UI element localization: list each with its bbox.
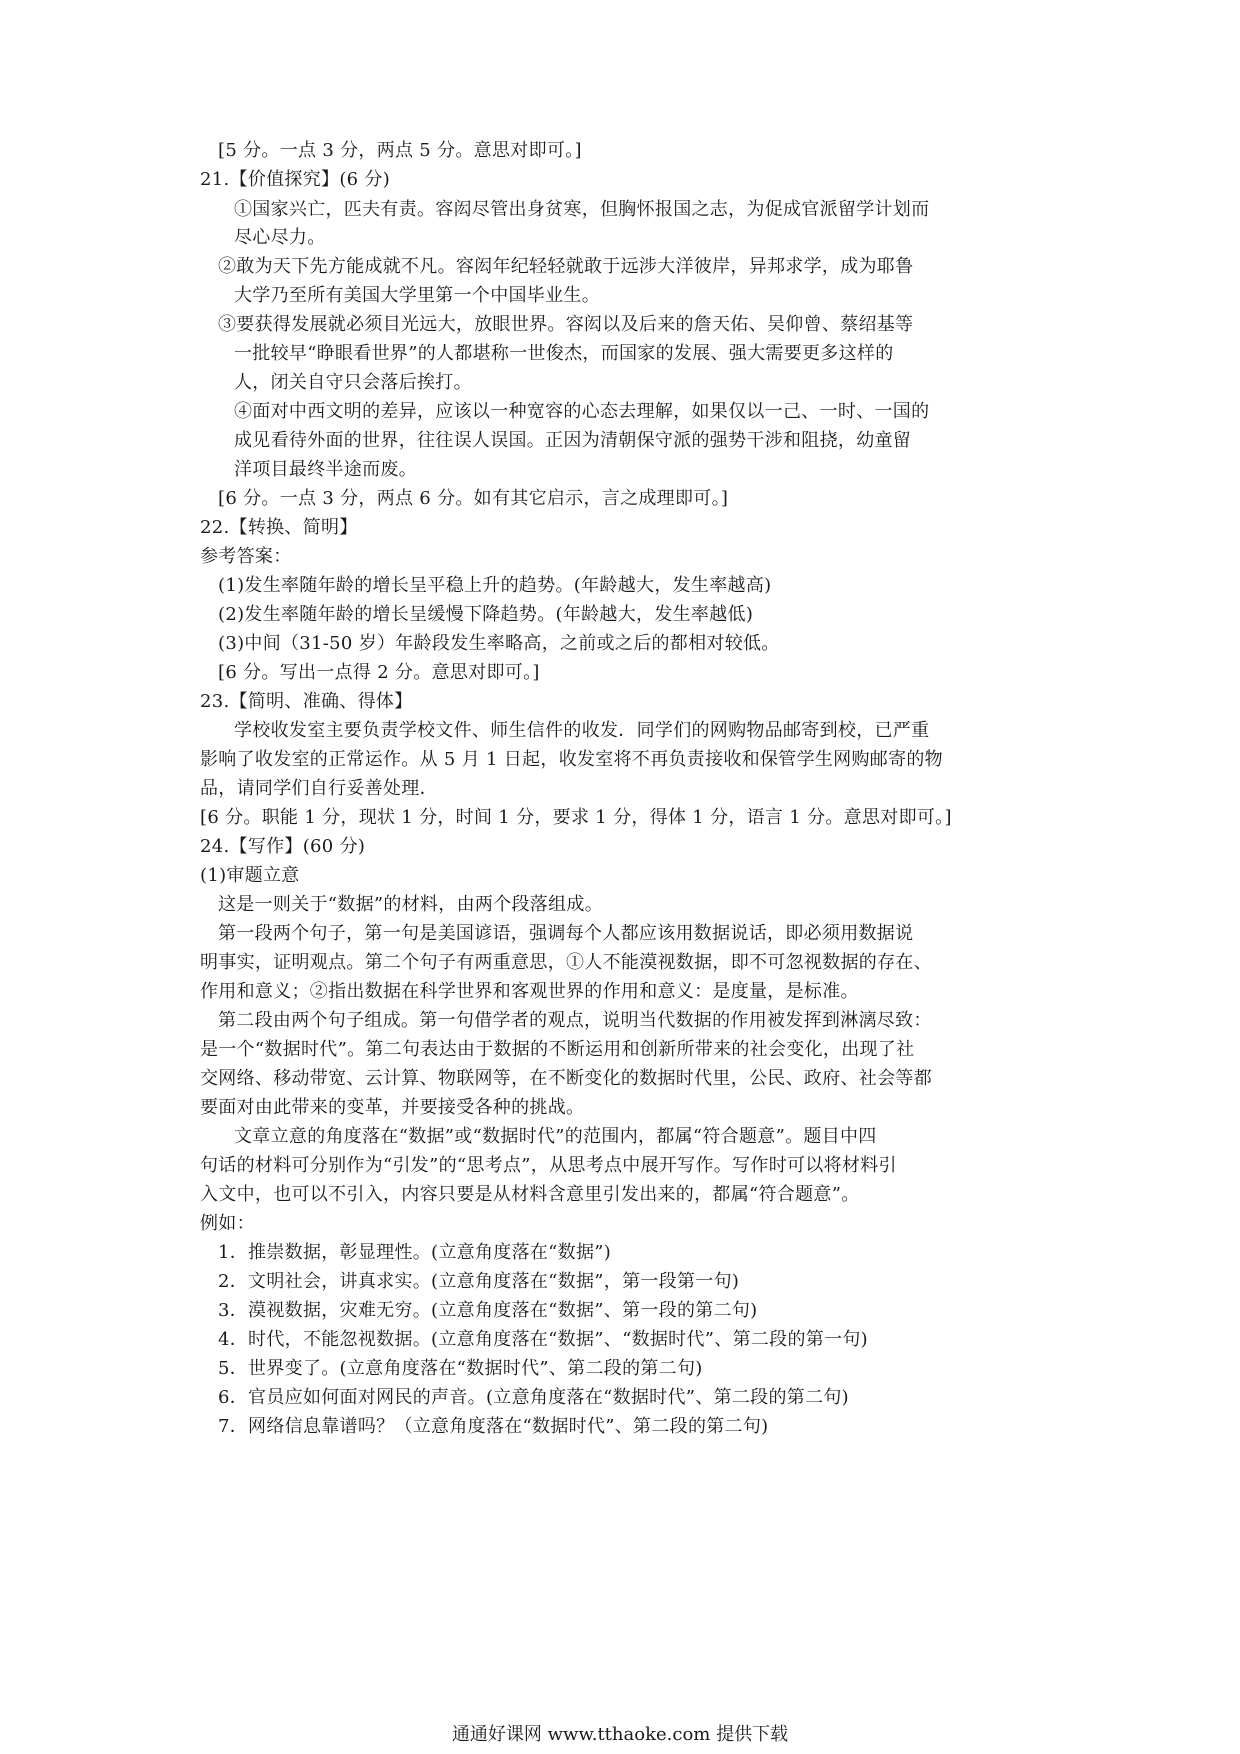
q21-point-1: ①国家兴亡，匹夫有责。容闳尽管出身贫寒，但胸怀报国之志，为促成官派留学计划而	[234, 199, 930, 220]
q24-example-item: 6．官员应如何面对网民的声音。(立意角度落在“数据时代”、第二段的第二句)	[218, 1387, 849, 1408]
q24-example-item: 4．时代，不能忽视数据。(立意角度落在“数据”、“数据时代”、第二段的第一句)	[218, 1329, 869, 1350]
q22-score-note: [6 分。写出一点得 2 分。意思对即可。]	[218, 662, 540, 683]
q21-point-4-cont-1: 成见看待外面的世界，往往误人误国。正因为清朝保守派的强势干涉和阻挠，幼童留	[234, 430, 912, 451]
q21-point-3-cont-2: 人，闭关自守只会落后挨打。	[234, 372, 472, 393]
q23-heading: 23.【简明、准确、得体】	[200, 691, 413, 712]
q24-example-item: 1．推崇数据，彰显理性。(立意角度落在“数据”)	[218, 1242, 612, 1263]
q24-heading: 24.【写作】(60 分)	[200, 836, 366, 857]
q20-score-note: [5 分。一点 3 分，两点 5 分。意思对即可。]	[218, 140, 582, 161]
q21-point-1-cont: 尽心尽力。	[234, 227, 326, 248]
q23-answer-line-3: 品，请同学们自行妥善处理．	[200, 778, 438, 799]
q24-para2-line-2: 是一个“数据时代”。第二句表达由于数据的不断运用和创新所带来的社会变化，出现了社	[200, 1039, 915, 1060]
q21-point-2: ②敢为天下先方能成就不凡。容闳年纪轻轻就敢于远涉大洋彼岸，异邦求学，成为耶鲁	[218, 256, 914, 277]
q24-para2-line-3: 交网络、移动带宽、云计算、物联网等，在不断变化的数据时代里，公民、政府、社会等都	[200, 1068, 932, 1089]
q22-answer-2: (2)发生率随年龄的增长呈缓慢下降趋势。(年龄越大，发生率越低)	[218, 604, 754, 625]
q23-score-note: [6 分。职能 1 分，现状 1 分，时间 1 分，要求 1 分，得体 1 分，语言 1 分。意思对即可。]	[200, 807, 952, 828]
q21-point-2-cont: 大学乃至所有美国大学里第一个中国毕业生。	[234, 285, 600, 306]
q21-score-note: [6 分。一点 3 分，两点 6 分。如有其它启示，言之成理即可。]	[218, 488, 729, 509]
q22-reference-label: 参考答案：	[200, 546, 292, 567]
q24-intro: 这是一则关于“数据”的材料，由两个段落组成。	[218, 894, 604, 915]
q21-point-4: ④面对中西文明的差异，应该以一种宽容的心态去理解，如果仅以一己、一时、一国的	[234, 401, 930, 422]
q24-para3-line-3: 入文中，也可以不引入，内容只要是从材料含意里引发出来的，都属“符合题意”。	[200, 1184, 860, 1205]
q24-para1-line-1: 第一段两个句子，第一句是美国谚语，强调每个人都应该用数据说话，即必须用数据说	[218, 923, 914, 944]
q24-para2-line-4: 要面对由此带来的变革，并要接受各种的挑战。	[200, 1097, 585, 1118]
q21-point-4-cont-2: 洋项目最终半途而废。	[234, 459, 417, 480]
q24-example-item: 5．世界变了。(立意角度落在“数据时代”、第二段的第二句)	[218, 1358, 703, 1379]
q24-para1-line-2: 明事实，证明观点。第二个句子有两重意思，①人不能漠视数据，即不可忽视数据的存在、	[200, 952, 932, 973]
q24-para2-line-1: 第二段由两个句子组成。第一句借学者的观点，说明当代数据的作用被发挥到淋漓尽致：	[218, 1010, 932, 1031]
q24-example-item: 2．文明社会，讲真求实。(立意角度落在“数据”，第一段第一句)	[218, 1271, 740, 1292]
q24-example-item: 7．网络信息靠谱吗？（立意角度落在“数据时代”、第二段的第二句)	[218, 1416, 769, 1437]
q24-para3-line-2: 句话的材料可分别作为“引发”的“思考点”，从思考点中展开写作。写作时可以将材料引	[200, 1155, 897, 1176]
q24-para1-line-3: 作用和意义；②指出数据在科学世界和客观世界的作用和意义：是度量，是标准。	[200, 981, 859, 1002]
q21-point-3: ③要获得发展就必须目光远大，放眼世界。容闳以及后来的詹天佑、吴仰曾、蔡绍基等	[218, 314, 914, 335]
q24-subheading: (1)审题立意	[200, 865, 300, 886]
q24-para3-line-1: 文章立意的角度落在“数据”或“数据时代”的范围内，都属“符合题意”。题目中四	[234, 1126, 877, 1147]
q22-heading: 22.【转换、简明】	[200, 517, 358, 538]
q21-heading: 21.【价值探究】(6 分)	[200, 169, 391, 190]
q22-answer-3: (3)中间（31-50 岁）年龄段发生率略高，之前或之后的都相对较低。	[218, 633, 780, 654]
q22-answer-1: (1)发生率随年龄的增长呈平稳上升的趋势。(年龄越大，发生率越高)	[218, 575, 772, 596]
q24-examples-label: 例如：	[200, 1213, 255, 1234]
q24-example-item: 3．漠视数据，灾难无穷。(立意角度落在“数据”、第一段的第二句)	[218, 1300, 758, 1321]
q23-answer-line-2: 影响了收发室的正常运作。从 5 月 1 日起，收发室将不再负责接收和保管学生网购邮寄的物	[200, 749, 943, 770]
q21-point-3-cont-1: 一批较早“睁眼看世界”的人都堪称一世俊杰，而国家的发展、强大需要更多这样的	[234, 343, 894, 364]
download-source-footer: 通通好课网 www.tthaoke.com 提供下载	[451, 1724, 789, 1745]
q23-answer-line-1: 学校收发室主要负责学校文件、师生信件的收发．同学们的网购物品邮寄到校，已严重	[234, 720, 930, 741]
